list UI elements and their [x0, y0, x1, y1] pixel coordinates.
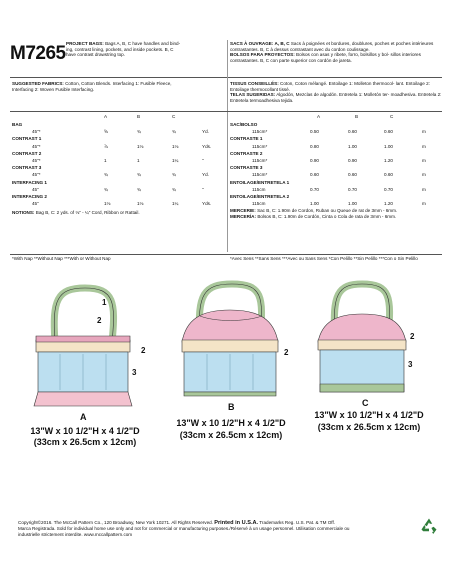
qty-c: 0.60 [384, 129, 393, 135]
en-desc-3: have contrast drawstring top. [66, 52, 125, 58]
bag-a-handle [54, 288, 113, 342]
qty-a: 0.50 [310, 129, 319, 135]
printed-in: Printed in U.S.A. [214, 520, 259, 526]
copyright-footer [18, 520, 418, 539]
col-b-header-metric: B [355, 114, 359, 119]
footer-line-3: industrielle strictement interdite. [18, 532, 83, 538]
qty-a: ¾ [104, 172, 108, 178]
footer-line-2: Marca Registrada. Sold for individual home use only and not for commercial or manufacturing purposes./Réservé à un usage personnel. Utilisation commerciale ou [18, 526, 350, 532]
website-link[interactable]: www.mccallpattern.com [83, 532, 133, 538]
es-title: BOLSOS PARA PROYECTOS: [230, 52, 295, 58]
unit: m [422, 201, 426, 207]
column-divider [227, 40, 228, 252]
qty-c: 1.20 [384, 158, 393, 163]
notions-text: Bag B, C: 2 yds. of ⅛" - ¼" Cord, Ribbon or Rattail. [35, 210, 140, 215]
unit: Yd. [202, 129, 209, 135]
row-label: CONTRASTE 2 [230, 150, 263, 156]
bag-c-illustration [318, 284, 406, 392]
unit: m [422, 158, 426, 163]
suggested-fabrics-en [12, 81, 224, 92]
row-label: CONTRAST 3 [12, 165, 42, 171]
en-desc-2: ing, contrast lining, pockets, and inside pockets. B, C [66, 46, 174, 52]
french-description [230, 41, 442, 63]
fr-title: SACS À OUVRAGE: A, B, C [230, 41, 290, 46]
col-c-header-metric: C [390, 114, 394, 119]
view-c-letter: C [362, 398, 369, 408]
es-desc-2: sillos interiores contrastantes. B, C con parte superior con cordón de jareta. [230, 52, 421, 63]
qty-a: ¾ [104, 186, 108, 192]
col-b-header: B [137, 114, 141, 119]
mercerie-text: Sac B, C: 1.90m de Cordon, Ruban ou Queue de rat de 3mm - 6mm. [257, 208, 398, 213]
fr-desc-1: Sacs à poignées et bordures, doublures, poches et [290, 41, 395, 46]
fabrics-fr-text: Coton, Coton mélangé. Entoilage 1: Molleton thermocol- [280, 81, 395, 86]
qty-a: 0.80 [310, 143, 319, 149]
unit: m [422, 186, 426, 192]
notions-label: NOTIONS: [12, 210, 35, 215]
bag-b-illustration [182, 284, 278, 396]
unit: m [422, 172, 426, 178]
fabric-width: 45"* [32, 172, 41, 178]
table-row [230, 200, 444, 208]
row-label: SAC/BOLSO [230, 122, 258, 127]
fabrics-es-label: TELAS SUGERIDAS: [230, 92, 276, 98]
qty-c: 0.60 [384, 172, 393, 178]
recycle-icon [420, 517, 438, 535]
qty-b: ¾ [137, 172, 141, 178]
trademarks: Trademarks Reg. U.S. Pat. & TM Off. [259, 520, 336, 525]
fabric-width: 115cm* [252, 143, 268, 149]
col-a-header: A [104, 114, 108, 119]
view-a-metric: (33cm x 26.5cm x 12cm) [33, 437, 137, 447]
en-desc-1: Bags A, B, C have handles and bind- [105, 41, 181, 46]
bag-c-lining [318, 340, 406, 350]
fabric-width: 115cm* [252, 129, 268, 135]
fabrics-en-label: SUGGESTED FABRICS: [12, 81, 64, 86]
fabric-width: 115cm [252, 201, 266, 207]
qty-b: 0.60 [348, 172, 357, 178]
fabrics-fr-text-2: lant. Entoilage 2: Entoilage thermocollant tissé. [230, 81, 430, 92]
unit: Yds. [202, 201, 212, 207]
fabric-width: 45"* [32, 158, 41, 163]
qty-c: ¾ [172, 172, 176, 178]
qty-b: 0.70 [348, 186, 357, 192]
fabrics-fr-label: TISSUS CONSEILLÉS: [230, 81, 279, 86]
callout-a-3: 3 [132, 368, 137, 377]
unit: " [202, 158, 204, 163]
row-label: ENTOILAGE/ENTRETELA 2 [230, 194, 290, 199]
footnote-en: *With Nap **Without Nap ***With or Without Nap [12, 256, 111, 261]
unit: m [422, 143, 426, 149]
fabrics-en-text: Cotton, Cotton Blends. Interfacing 1: Fusible Fleece, [65, 81, 172, 86]
unit: Yd. [202, 172, 209, 178]
qty-c: ¾ [172, 186, 176, 192]
qty-b: 0.90 [348, 158, 357, 163]
fabric-width: 45" [32, 186, 39, 192]
row-label: CONTRASTE 3 [230, 165, 263, 171]
qty-b: ¾ [137, 129, 141, 135]
table-bottom-divider [10, 254, 442, 255]
copyright-line: Copyright©2016. The McCall Pattern Co., 120 Broadway, New York 10271. All Rights Reserved. [18, 520, 213, 525]
fabrics-es-text: Algodón, Mezclas de algodón. Entretela 1: Molletón ter- [276, 92, 390, 98]
view-b-letter: B [228, 402, 235, 412]
qty-a: 0.60 [310, 172, 319, 178]
fabric-width: 115cm* [252, 158, 268, 163]
view-b-metric: (33cm x 26.5cm x 12cm) [179, 430, 283, 440]
header-divider [10, 77, 442, 78]
row-label: CONTRAST 1 [12, 136, 42, 142]
qty-b: 1 [137, 158, 140, 163]
fabric-width: 45"* [32, 129, 41, 135]
qty-b: 0.60 [348, 129, 357, 135]
footnote-fr-es: *Avec Sens **Sans Sens ***Avec ou Sans Sens *Con Pelillo **Sin Pelillo ***Con o Sin Pelillo [230, 256, 418, 261]
row-label: INTERFACING 2 [12, 194, 47, 199]
qty-c: 1¼ [172, 201, 179, 207]
view-c-metric: (33cm x 26.5cm x 12cm) [317, 422, 421, 432]
callout-a-1: 1 [102, 298, 107, 307]
fabrics-en-text-2: Interfacing 2: Woven Fusible Interfacing. [12, 86, 95, 92]
fabric-width: 115cm* [252, 172, 268, 178]
qty-b: ¾ [137, 186, 141, 192]
qty-a: 1.00 [310, 201, 319, 207]
yardage-table-metric [230, 113, 444, 207]
qty-c: 1⅛ [172, 143, 179, 149]
fabric-width: 115cm [252, 186, 266, 192]
qty-b: 1⅛ [137, 143, 144, 149]
row-label: ENTOILAGE/ENTRETELA 1 [230, 179, 290, 185]
english-description [66, 41, 226, 58]
qty-c: 1.00 [384, 143, 393, 149]
callout-a-2b: 2 [141, 346, 146, 355]
bag-b-lining [182, 340, 278, 352]
row-label: CONTRASTE 1 [230, 136, 263, 142]
callout-a-2: 2 [97, 316, 102, 325]
view-a-dims: 13"W x 10 1/2"H x 4 1/2"D [30, 426, 140, 436]
unit: m [422, 129, 426, 135]
qty-b: 1.00 [348, 143, 357, 149]
table-header-row-metric [230, 113, 444, 121]
qty-c: 1¼ [172, 158, 179, 163]
row-label: INTERFACING 1 [12, 179, 47, 185]
view-a-letter: A [80, 412, 87, 422]
unit: " [202, 186, 204, 192]
notions [12, 210, 224, 216]
qty-c: 1.20 [384, 201, 393, 207]
suggested-fabrics-fr-es [230, 81, 442, 103]
en-title: PROJECT BAGS: [66, 41, 104, 46]
bag-illustrations [0, 280, 452, 480]
view-b-dims: 13"W x 10 1/2"H x 4 1/2"D [176, 418, 286, 428]
view-c-dims: 13"W x 10 1/2"H x 4 1/2"D [314, 410, 424, 420]
callout-c-2: 2 [410, 332, 415, 341]
unit: Yds. [202, 143, 212, 149]
mercerie [230, 208, 442, 219]
callout-c-3: 3 [408, 360, 413, 369]
fabric-width: 45"* [32, 143, 41, 149]
pattern-code: M7265 [10, 43, 66, 64]
mercerie-label: MERCERIE: [230, 208, 256, 213]
bag-b-bottom-band [184, 392, 276, 396]
table-header-row [12, 113, 226, 121]
qty-b: 1⅛ [137, 201, 144, 207]
qty-a: 1 [104, 158, 107, 163]
bag-a-binding [36, 336, 130, 342]
qty-c: ¾ [172, 129, 176, 135]
table-row [12, 200, 226, 208]
col-a-header-metric: A [317, 114, 321, 119]
es-desc-1: Bolsos con asas y ribete, forro, bolsillos y bol- [296, 52, 390, 58]
merceria-text: Bolsos B, C: 1.90m de Cordón, Cinta o Cola de rata de 3mm - 6mm. [257, 213, 397, 219]
fabrics-divider [10, 111, 442, 112]
row-label: CONTRAST 2 [12, 150, 42, 156]
qty-a: 0.70 [310, 186, 319, 192]
bag-c-bottom-band [320, 384, 404, 392]
fr-desc-2: poches intérieures contrastantes. B, C à dessus contrastant avec du cordon coulissage. [230, 41, 434, 52]
qty-a: ⅞ [104, 143, 108, 149]
qty-a: 1⅛ [104, 201, 111, 207]
bag-a-illustration [34, 288, 132, 406]
yardage-table-imperial [12, 113, 226, 207]
callout-b-2: 2 [284, 348, 289, 357]
qty-a: 0.90 [310, 158, 319, 163]
qty-c: 0.70 [384, 186, 393, 192]
fabrics-es-text-2: moadhesiva. Entretela 2: Entretela termoadhesiva tejida. [230, 92, 442, 103]
col-c-header: C [172, 114, 176, 119]
row-label: BAG [12, 122, 23, 127]
merceria-label: MERCERÍA: [230, 213, 257, 219]
fabric-width: 45" [32, 201, 39, 207]
bag-a-base [34, 392, 132, 406]
qty-a: ⅝ [104, 129, 108, 135]
qty-b: 1.00 [348, 201, 357, 207]
